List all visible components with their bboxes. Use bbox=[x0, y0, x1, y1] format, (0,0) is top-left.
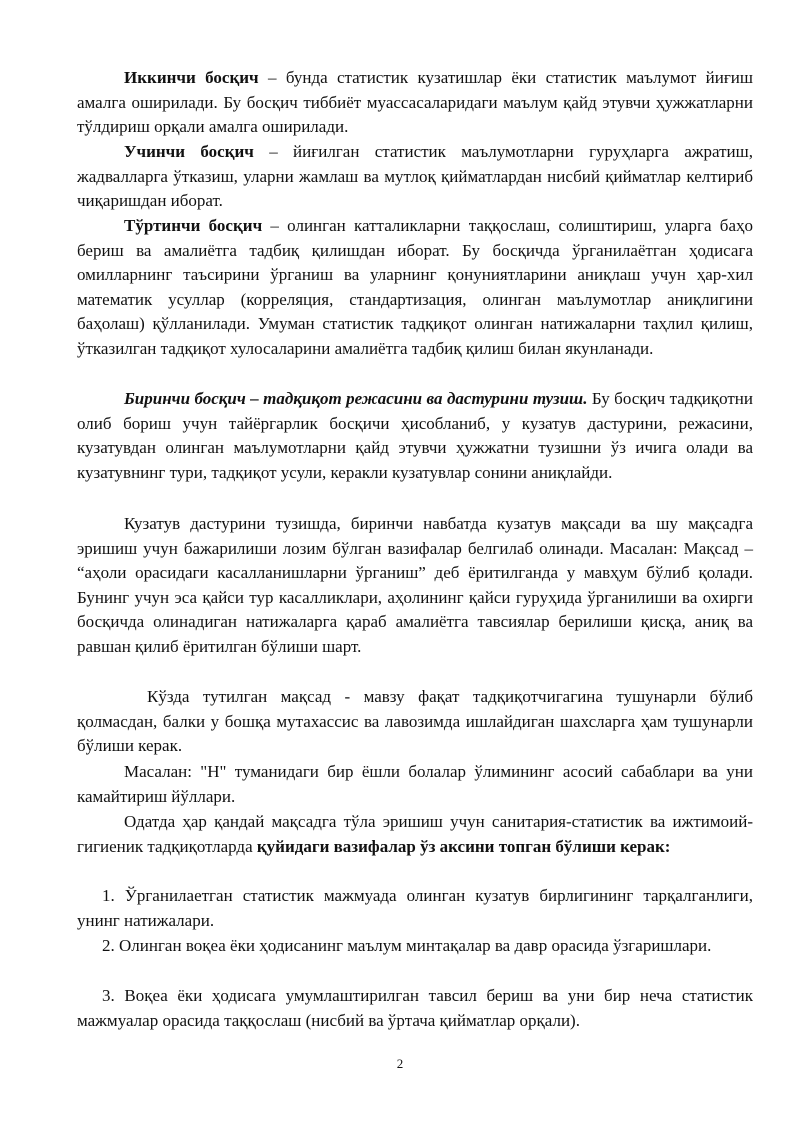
list-item-2-text: 2. Олинган воқеа ёки ҳодисанинг маълум минтақалар ва давр орасида ўзгаришлари. bbox=[102, 936, 712, 955]
paragraph-stage-four bbox=[77, 214, 753, 361]
list-item-1-text: 1. Ўрганилаетган статистик мажмуада олинган кузатув бирлигининг тарқалганлиги, унинг натижалари. bbox=[77, 886, 753, 930]
list-item-3-text: 3. Воқеа ёки ҳодисага умумлаштирилган тавсил бериш ва уни бир неча статистик мажмуалар орасида таққослаш (нисбий ва ўртача қийматлар орқали). bbox=[77, 986, 753, 1030]
stage-one-text: Бу босқич тадқиқотни олиб бориш учун тайёргарлик босқичи ҳисобланиб, у кузатув дастурини, режасини, кузатувдан олинган маълумотларни қайд этувчи ҳужжатни тузишни ўз ичига олади ва кузатувнинг тури, тадқиқот усули, керакли кузатувлар сонини аниқлайди. bbox=[77, 389, 753, 482]
stage-one-heading: Биринчи босқич – тадқиқот режасини ва дастурини тузиш. bbox=[124, 389, 588, 408]
list-item-2 bbox=[77, 934, 753, 959]
paragraph-example bbox=[77, 760, 753, 809]
paragraph-goal-clarity bbox=[77, 685, 753, 759]
stage-four-text: – олинган катталикларни таққослаш, солиштириш, уларга баҳо бериш ва амалиётга тадбиқ қилишдан иборат. Бу босқичда ўрганилаётган ҳодисага омилларнинг таъсирини ўрганиш ва уларнинг қонуниятларини аниқлаш учун ҳар-хил математик усуллар (корреляция, стандартизация, олинган маълумотлар аниқлигини баҳолаш) қўлланилади. Умуман статистик тадқиқот олинган натижаларни таҳлил қилиш, ўтказилган тадқиқот хулосаларини амалиётга тадбиқ қилиш билан якунланади. bbox=[77, 216, 753, 358]
page-number: 2 bbox=[396, 1056, 404, 1071]
list-item-1 bbox=[77, 884, 753, 933]
stage-two-text: – бунда статистик кузатишлар ёки статистик маълумот йиғиш амалга оширилади. Бу босқич тиббиёт муассасаларидаги маълум қайд этувчи ҳужжатларни тўлдириш орқали амалга оширилади. bbox=[77, 68, 753, 136]
example-text: Масалан: "Н" туманидаги бир ёшли болалар ўлимининг асосий сабаблари ва уни камайтириш йўллари. bbox=[77, 762, 753, 806]
paragraph-stage-two bbox=[77, 66, 753, 140]
stage-three-text: – йиғилган статистик маълумотларни гуруҳларга ажратиш, жадвалларга ўтказиш, уларни жамлаш ва мутлоқ қийматлардан нисбий қийматлар келтириб чиқаришдан иборат. bbox=[77, 142, 753, 210]
stage-two-heading: Иккинчи босқич bbox=[124, 68, 259, 87]
paragraph-stage-three bbox=[77, 140, 753, 214]
stage-four-heading: Тўртинчи босқич bbox=[124, 216, 263, 235]
paragraph-tasks-intro bbox=[77, 810, 753, 859]
stage-three-heading: Учинчи босқич bbox=[124, 142, 254, 161]
tasks-intro-bold: қуйидаги вазифалар ўз аксини топган бўлиши керак: bbox=[256, 836, 671, 856]
list-item-3 bbox=[77, 984, 753, 1033]
paragraph-stage-one bbox=[77, 387, 753, 485]
program-goal-text: Кузатув дастурини тузишда, биринчи навбатда кузатув мақсади ва шу мақсадга эришиш учун бажарилиши лозим бўлган вазифалар белгилаб олинади. Масалан: Мақсад – “аҳоли орасидаги касалланишларни ўрганиш” деб ёритилганда у мавҳум бўлиб қолади. Бунинг учун эса қайси тур касалликлари, аҳолининг қайси гуруҳида ўрганилиши ва охирги босқичда олинадиган натижаларга қараб амалиётга тавсиялар берилиши қисқа, аниқ ва равшан қилиб ёритилган бўлиши шарт. bbox=[77, 514, 753, 656]
paragraph-program-goal bbox=[77, 512, 753, 659]
goal-clarity-text: Кўзда тутилган мақсад - мавзу фақат тадқиқотчигагина тушунарли бўлиб қолмасдан, балки у бошқа мутахассис ва лавозимда ишлайдиган шахсларга ҳам тушунарли бўлиши керак. bbox=[77, 687, 753, 755]
tasks-intro-text: Одатда ҳар қандай мақсадга тўла эришиш учун санитария-статистик ва ижтимоий-гигиеник тадқиқотларда bbox=[77, 812, 753, 856]
